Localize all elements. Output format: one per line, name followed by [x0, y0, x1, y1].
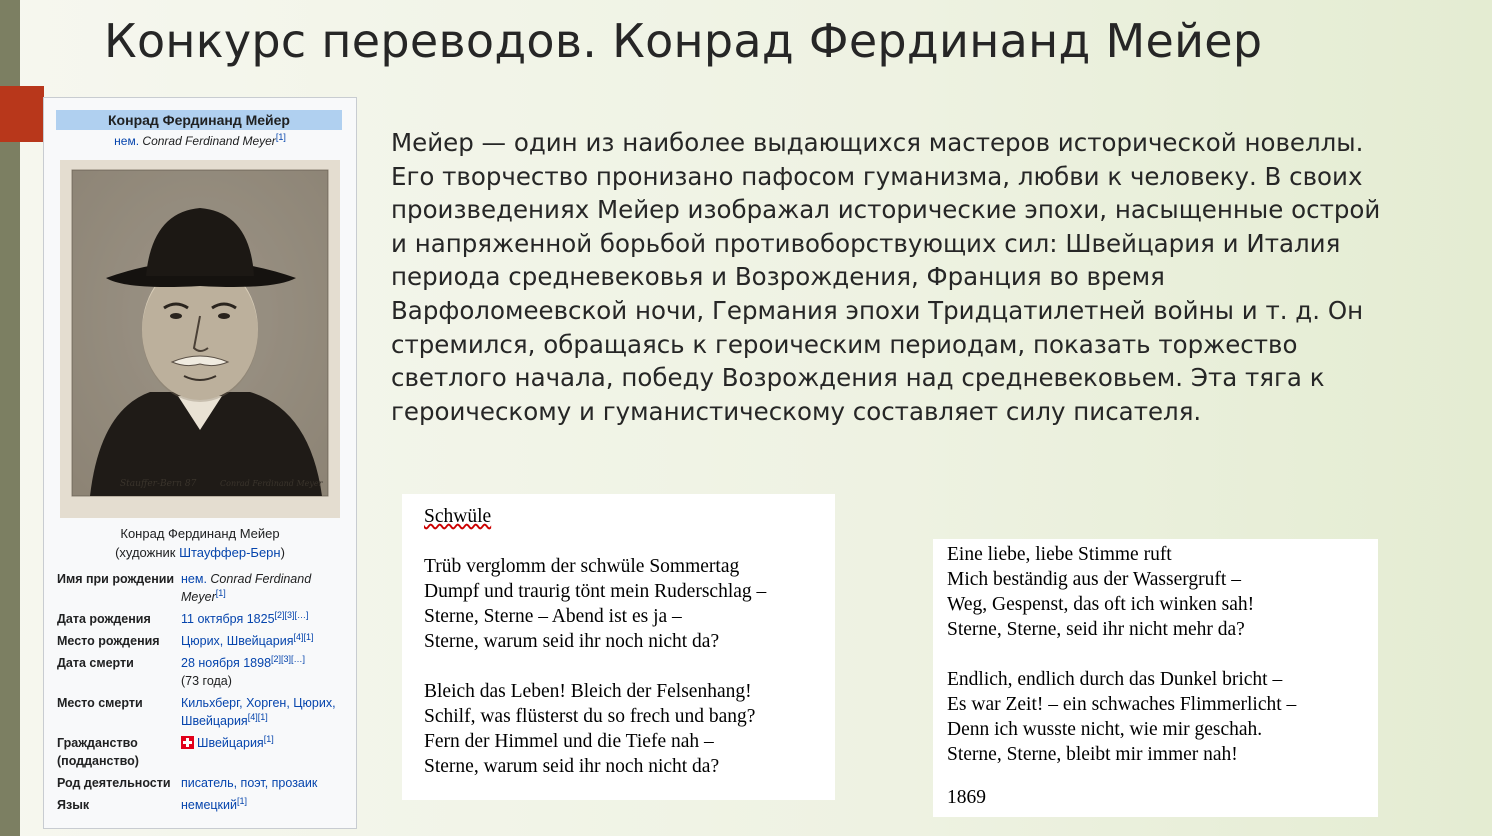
poem-line: Weg, Gespenst, das oft ich winken sah! — [947, 594, 1255, 615]
poem-title: Schwüle — [424, 506, 492, 527]
poem-line-blank — [424, 654, 835, 679]
slide-title: Конкурс переводов. Конрад Фердинанд Мейер — [104, 14, 1263, 68]
row-lang-link[interactable]: нем. — [181, 572, 207, 586]
poem-line: Sterne, warum seid ihr noch nicht da? — [424, 631, 720, 652]
poem-line: Bleich das Leben! Bleich der Felsenhang! — [424, 681, 752, 702]
native-ref[interactable]: [1] — [275, 132, 286, 142]
row-value-link[interactable]: 11 октября 1825 — [181, 612, 275, 626]
poem-line-blank — [947, 642, 1378, 667]
caption-suffix: ) — [280, 545, 285, 560]
portrait-etching-icon — [60, 160, 340, 518]
row-ref[interactable]: [2][3][…] — [271, 653, 306, 664]
poem-line: Eine liebe, liebe Stimme ruft — [947, 544, 1172, 565]
row-ref[interactable]: [1] — [237, 795, 248, 806]
infobox-heading: Конрад Фердинанд Мейер — [56, 110, 342, 130]
swiss-flag-icon — [181, 736, 194, 749]
row-value-link[interactable]: Кильхберг, Хорген, Цюрих, Швейцария — [181, 696, 336, 728]
wiki-infobox — [43, 97, 357, 829]
poem-card-continuation — [933, 539, 1378, 817]
infobox-row-language — [44, 794, 356, 816]
row-age: (73 года) — [181, 674, 232, 688]
poem-line: Es war Zeit! – ein schwaches Flimmerlicht – — [947, 694, 1297, 715]
infobox-row-occupation — [44, 772, 356, 794]
row-key: Имя при рождении — [57, 572, 175, 586]
poem-line: Fern der Himmel und die Tiefe nah – — [424, 731, 714, 752]
svg-text:Conrad Ferdinand Meyer: Conrad Ferdinand Meyer — [220, 479, 323, 488]
portrait-image[interactable] — [60, 160, 340, 518]
row-value-link[interactable]: Швейцария — [197, 736, 264, 750]
infobox-row-death-date — [44, 652, 356, 692]
infobox-row-birth-place — [44, 630, 356, 652]
caption-prefix: (художник — [115, 545, 180, 560]
row-key: Дата смерти — [57, 656, 134, 670]
poem-line: Sterne, Sterne, bleibt mir immer nah! — [947, 744, 1238, 765]
poem-line: Sterne, warum seid ihr noch nicht da? — [424, 756, 720, 777]
row-ref[interactable]: [2][3][…] — [274, 609, 309, 620]
row-key: Род деятельности — [57, 776, 171, 790]
native-name: Conrad Ferdinand Meyer — [142, 134, 276, 148]
caption-name: Конрад Фердинанд Мейер — [120, 526, 280, 541]
row-value: Conrad Ferdinand Meyer — [181, 572, 312, 604]
poem-line: Denn ich wusste nicht, wie mir geschah. — [947, 719, 1263, 740]
native-lang-link[interactable]: нем. — [114, 134, 140, 148]
caption-artist-link[interactable]: Штауффер-Берн — [179, 545, 281, 560]
portrait-caption — [44, 524, 356, 562]
poem-line: Sterne, Sterne – Abend ist es ja – — [424, 606, 682, 627]
infobox-row-death-place — [44, 692, 356, 732]
row-key: Язык — [57, 798, 90, 812]
infobox-row-birth-date — [44, 608, 356, 630]
row-ref[interactable]: [1] — [215, 587, 226, 598]
row-ref[interactable]: [1] — [263, 733, 274, 744]
row-value-link[interactable]: Цюрих, Швейцария — [181, 634, 294, 648]
infobox-row-citizenship — [44, 732, 356, 772]
row-key: Место рождения — [57, 634, 160, 648]
infobox-row-birth-name — [44, 568, 356, 608]
poem-line: Mich beständig aus der Wassergruft – — [947, 569, 1241, 590]
row-value-link[interactable]: немецкий — [181, 798, 237, 812]
row-key: Гражданство (подданство) — [57, 736, 139, 768]
poem-line: Trüb verglomm der schwüle Sommertag — [424, 556, 740, 577]
poem-line: Schilf, was flüsterst du so frech und bang? — [424, 706, 756, 727]
row-value-link[interactable]: писатель, поэт, прозаик — [181, 776, 318, 790]
row-key: Место смерти — [57, 696, 143, 710]
row-ref[interactable]: [4][1] — [293, 631, 314, 642]
infobox-rows — [44, 568, 356, 816]
left-decor-accent — [0, 86, 44, 142]
poem-year: 1869 — [947, 787, 986, 808]
poem-card-schwuele — [402, 494, 835, 800]
infobox-native-name — [44, 134, 356, 148]
row-value-link[interactable]: 28 ноября 1898 — [181, 656, 272, 670]
svg-text:Stauffer-Bern 87: Stauffer-Bern 87 — [120, 479, 197, 489]
poem-line: Dumpf und traurig tönt mein Ruderschlag – — [424, 581, 767, 602]
row-key: Дата рождения — [57, 612, 151, 626]
poem-line: Sterne, Sterne, seid ihr nicht mehr da? — [947, 619, 1245, 640]
slide-body-text: Мейер — один из наиболее выдающихся мастеров исторической новеллы. Его творчество пронизано пафосом гуманизма, любви к человеку. В своих произведениях Мейер изображал исторические эпохи, насыщенные острой и напряженной борьбой противоборствующих сил: Швейцария и Италия периода средневековья и Возрождения, Франция во время Варфоломеевской ночи, Германия эпохи Тридцатилетней войны и т. д. Он стремился, обращаясь к героическим периодам, показать торжество светлого начала, победу Возрождения над средневековьем. Эта тяга к героическому и гуманистическому составляет силу писателя. — [391, 128, 1381, 426]
poem-line: Endlich, endlich durch das Dunkel bricht – — [947, 669, 1283, 690]
row-ref[interactable]: [4][1] — [247, 711, 268, 722]
